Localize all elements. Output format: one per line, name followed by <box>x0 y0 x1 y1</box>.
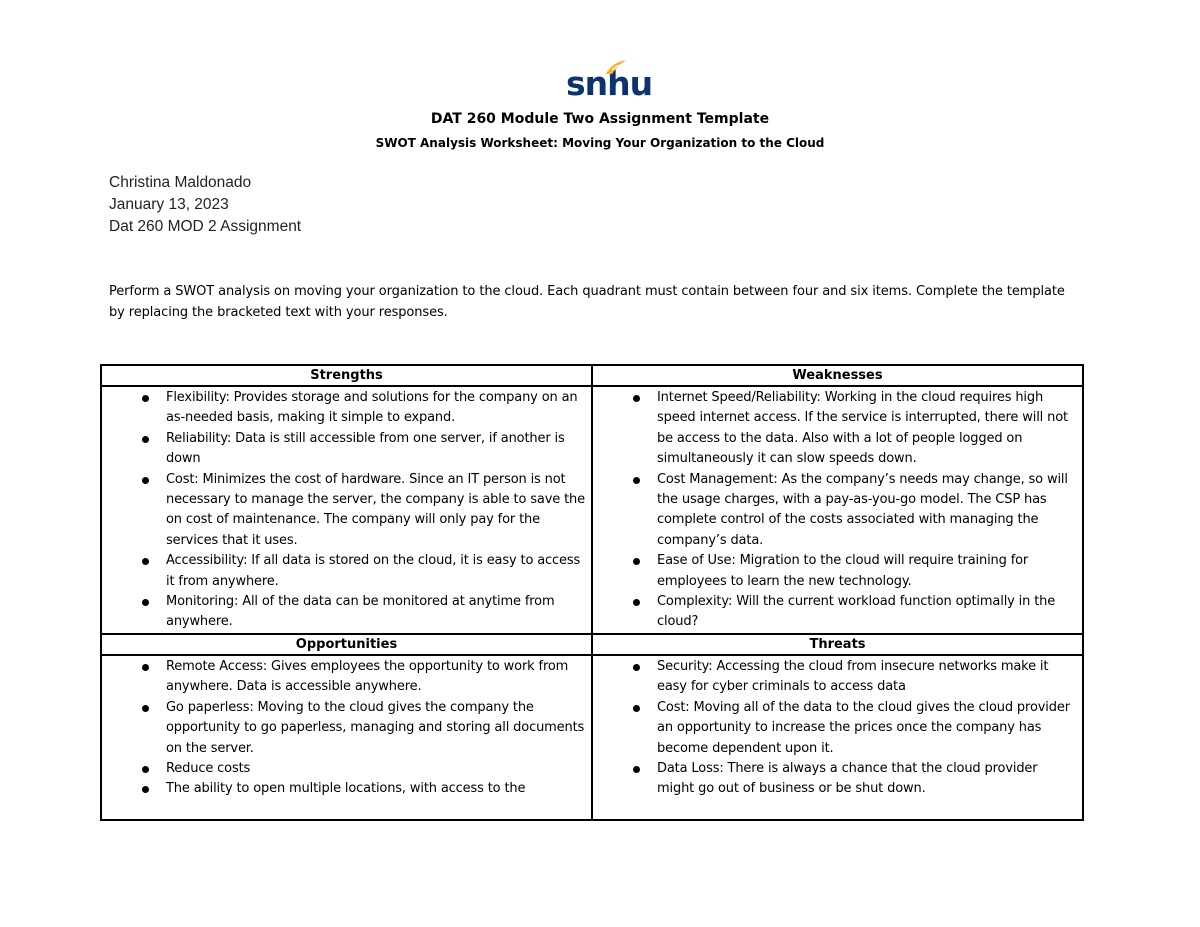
threats-list <box>593 656 1082 800</box>
strengths-heading: Strengths <box>101 365 592 386</box>
snhu-logo <box>566 58 653 104</box>
bullet-icon <box>142 599 149 606</box>
list-item <box>593 470 1082 552</box>
bullet-icon <box>633 558 640 565</box>
threats-cell <box>592 655 1083 820</box>
bullet-icon <box>142 477 149 484</box>
list-item <box>593 551 1082 592</box>
list-item-text: Flexibility: Provides storage and solutions for the company on an as-needed basis, making it simple to expand. <box>166 390 578 426</box>
swot-header-row <box>101 634 1083 655</box>
bullet-icon <box>142 664 149 671</box>
opportunities-list <box>102 656 591 800</box>
list-item <box>593 759 1082 800</box>
logo-text: snhu <box>566 64 653 103</box>
opportunities-heading: Opportunities <box>101 634 592 655</box>
list-item <box>102 759 591 779</box>
opportunities-cell <box>101 655 592 820</box>
list-item <box>102 779 591 799</box>
list-item-text: Data Loss: There is always a chance that the cloud provider might go out of business or be shut down. <box>657 760 1038 797</box>
list-item-text: Cost: Minimizes the cost of hardware. Since an IT person is not necessary to manage the server, the company is able to save the on cost of maintenance. The company will only pay for the services that it uses. <box>166 471 585 548</box>
weaknesses-heading: Weaknesses <box>592 365 1083 386</box>
list-item <box>102 388 591 429</box>
list-item-text: Reduce costs <box>166 760 251 776</box>
bullet-icon <box>142 395 149 402</box>
bullet-icon <box>633 395 640 402</box>
strengths-list <box>102 387 591 633</box>
list-item-text: Go paperless: Moving to the cloud gives the company the opportunity to go paperless, managing and storing all documents on the server. <box>166 699 585 756</box>
swot-row <box>101 655 1083 820</box>
page-subtitle: SWOT Analysis Worksheet: Moving Your Organization to the Cloud <box>375 136 825 150</box>
list-item <box>593 388 1082 470</box>
bullet-icon <box>142 766 149 773</box>
student-info <box>109 172 301 239</box>
list-item-text: Remote Access: Gives employees the opportunity to work from anywhere. Data is accessible anywhere. <box>166 658 569 695</box>
list-item <box>102 551 591 592</box>
bullet-icon <box>633 599 640 606</box>
bullet-icon <box>633 477 640 484</box>
bullet-icon <box>142 705 149 712</box>
bullet-icon <box>633 766 640 773</box>
list-item <box>102 429 591 470</box>
list-item-text: Complexity: Will the current workload function optimally in the cloud? <box>657 594 1056 630</box>
list-item-text: Cost: Moving all of the data to the cloud gives the cloud provider an opportunity to increase the prices once the company has become dependent upon it. <box>657 699 1070 756</box>
swot-row <box>101 386 1083 634</box>
list-item <box>593 592 1082 633</box>
list-item-text: Cost Management: As the company’s needs may change, so will the usage charges, with a pay-as-you-go model. The CSP has complete control of the costs associated with managing the company’s data. <box>657 471 1068 548</box>
list-item-text: Ease of Use: Migration to the cloud will require training for employees to learn the new technology. <box>657 553 1029 589</box>
strengths-cell <box>101 386 592 634</box>
page-title: DAT 260 Module Two Assignment Template <box>430 111 770 127</box>
list-item <box>593 698 1082 759</box>
student-name: Christina Maldonado <box>109 174 252 191</box>
assignment-name: Dat 260 MOD 2 Assignment <box>109 218 302 236</box>
assignment-date: January 13, 2023 <box>109 196 229 214</box>
weaknesses-list <box>593 387 1082 633</box>
list-item <box>102 592 591 633</box>
bullet-icon <box>142 558 149 565</box>
list-item <box>102 470 591 552</box>
list-item-text: Accessibility: If all data is stored on the cloud, it is easy to access it from anywhere. <box>166 553 581 589</box>
threats-heading: Threats <box>592 634 1083 655</box>
list-item-text: Reliability: Data is still accessible from one server, if another is down <box>166 430 565 467</box>
list-item-text: Monitoring: All of the data can be monitored at anytime from anywhere. <box>166 594 555 630</box>
list-item-text: The ability to open multiple locations, with access to the <box>166 781 526 797</box>
bullet-icon <box>142 436 149 443</box>
instructions: Perform a SWOT analysis on moving your organization to the cloud. Each quadrant must contain between four and six items. Complete the template by replacing the bracketed text with your responses. <box>109 284 1065 320</box>
list-item-text: Internet Speed/Reliability: Working in the cloud requires high speed internet access. If the service is interrupted, there will not be access to the data. Also with a lot of people logged on simultaneously it can slow speeds down. <box>657 390 1068 467</box>
list-item <box>593 657 1082 698</box>
bullet-icon <box>633 705 640 712</box>
swot-header-row <box>101 365 1083 386</box>
bullet-icon <box>633 664 640 671</box>
bullet-icon <box>142 786 149 793</box>
list-item <box>102 657 591 698</box>
flame-icon <box>604 58 628 76</box>
list-item-text: Security: Accessing the cloud from insecure networks make it easy for cyber criminals to access data <box>657 658 1049 695</box>
swot-table <box>100 364 1084 821</box>
list-item <box>102 698 591 759</box>
weaknesses-cell <box>592 386 1083 634</box>
